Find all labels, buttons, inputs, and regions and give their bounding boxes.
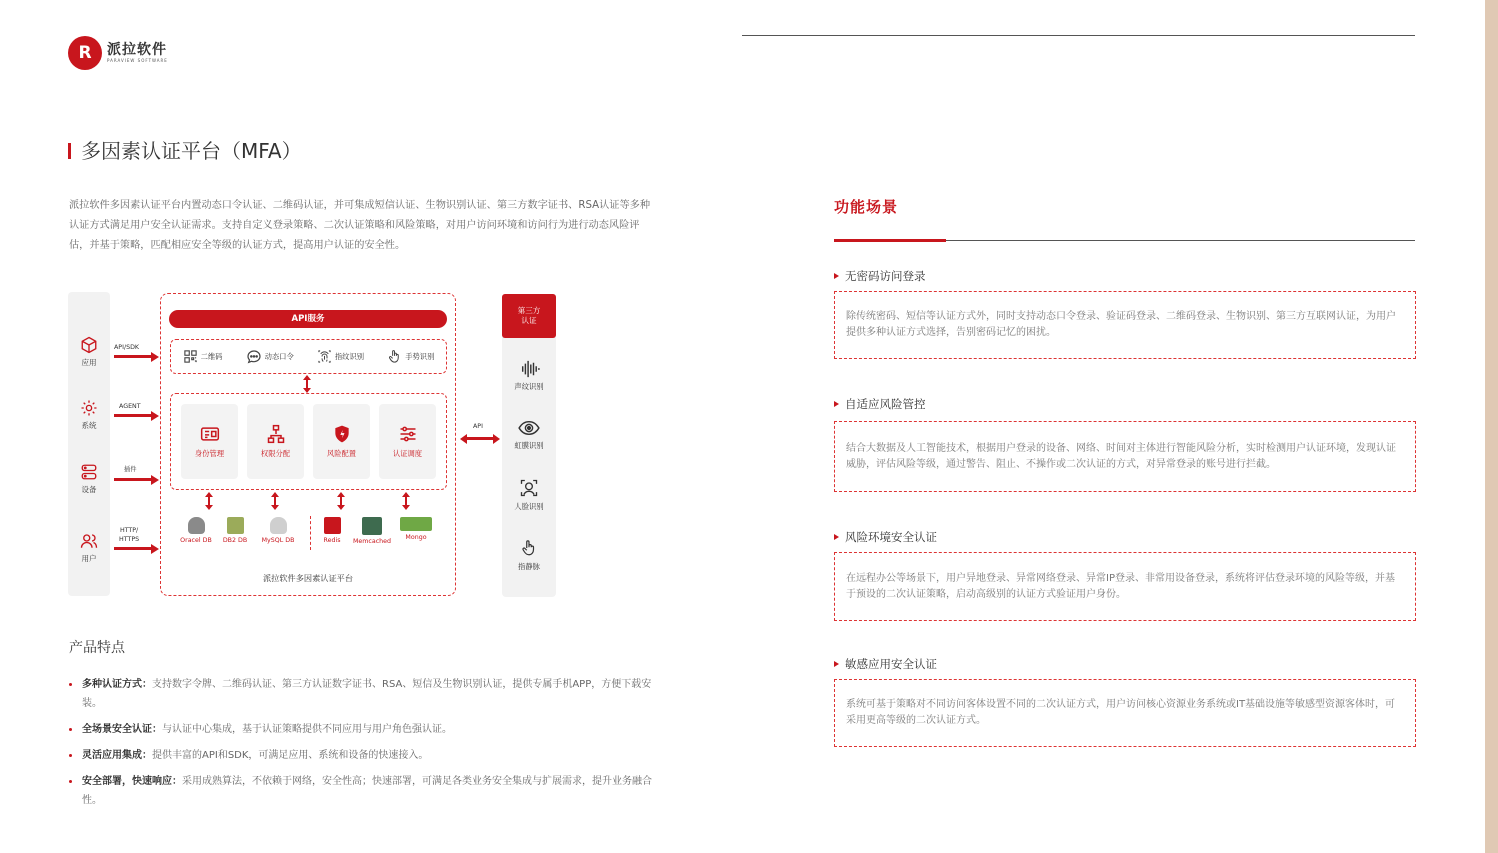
intro-paragraph: 派拉软件多因素认证平台内置动态口令认证、二维码认证，并可集成短信认证、生物识别认证、第三方数字证书、RSA认证等多种认证方式满足用户安全认证需求。支持自定义登录策略、二次认证策略和风险策略，对用户访问环境和访问行为进行动态风险评估，并基于策略，匹配相应安全等级的认证方式，提高用户认证的安全性。 [69,200,651,251]
logo-name-cn: 派拉软件 [107,42,167,58]
client-item-system [68,399,110,431]
core-module-identity [181,404,238,479]
auth-method-fingerprint [317,349,364,364]
cube-icon [80,336,98,354]
face-icon [519,478,539,498]
db-label: MySQL DB [261,537,295,544]
connector-core-db-4 [405,496,407,506]
arrow-label-http: HTTP/ HTTPS [119,527,140,543]
memcached-icon [362,517,382,535]
arrow-user [114,547,152,550]
scenarios-title: 功能场景 [834,198,899,216]
logo-name-en: PARAVIEW SOFTWARE [107,58,168,63]
database-icon [188,517,205,534]
db-oracle [178,517,214,544]
auth-method-label: 二维码 [200,351,223,361]
client-item-app [68,336,110,368]
arrow-label-agent: AGENT [119,403,141,410]
third-party-voice [502,360,556,392]
page-title: 多因素认证平台（MFA） [81,139,302,163]
core-module-label: 风险配置 [326,449,357,458]
platform-caption: 派拉软件多因素认证平台 [262,573,354,583]
core-module-label: 认证调度 [392,449,423,458]
chat-icon [246,349,262,365]
third-party-iris [502,419,556,451]
scenario-box: 除传统密码、短信等认证方式外，同时支持动态口令登录、验证码登录、二维码登录、生物识别、第三方互联网认证，为用户提供多种认证方式选择，告别密码记忆的困扰。 [834,291,1416,359]
logo-mark: R [68,36,102,70]
core-module-risk [313,404,370,479]
scenario-box: 在远程办公等场景下，用户异地登录、异常网络登录、异常IP登录、非常用设备登录，系统将评估登录环境的风险等级，并基于预设的二次认证策略，启动高级别的认证方式验证用户身份。 [834,552,1416,621]
id-card-icon [200,424,220,444]
auth-methods-row [170,339,447,374]
db-label: Mongo [405,534,427,541]
core-modules-row [170,393,447,490]
client-item-device [68,463,110,495]
db-redis [316,517,348,544]
connector-core-db-2 [274,496,276,506]
finger-icon [520,538,538,558]
gesture-icon [387,349,402,364]
client-label: 用户 [81,554,97,563]
feature-item [69,772,659,810]
fingerprint-icon [317,349,332,364]
bullet-dot [69,683,72,686]
auth-method-label: 动态口令 [264,351,294,361]
redis-icon [324,517,341,534]
voice-icon [518,360,540,378]
feature-item [69,675,659,713]
title-accent-bar [68,143,71,159]
feature-text: 与认证中心集成，基于认证策略提供不同应用与用户角色强认证。 [162,724,452,735]
bullet-dot [69,780,72,783]
feature-item [69,720,659,739]
api-service-bar: API服务 [169,310,447,328]
header-divider [742,35,1415,36]
scenario-box: 系统可基于策略对不同访问客体设置不同的二次认证方式，用户访问核心资源业务系统或IT基础设施等敏感型资源客体时，可采用更高等级的二次认证方式。 [834,679,1416,747]
db-label: Memcached [352,538,392,545]
core-module-scheduling [379,404,436,479]
scenario-heading: 风险环境安全认证 [834,529,937,545]
arrow-app [114,355,152,358]
connector-core-db-3 [340,496,342,506]
core-module-label: 身份管理 [194,449,225,458]
company-logo [68,36,168,70]
feature-name: 全场景安全认证： [82,724,162,735]
feature-item [69,746,659,765]
db-label: Oracel DB [180,537,212,544]
bullet-dot [69,728,72,731]
db-mysql [258,517,298,544]
core-module-label: 权限分配 [260,449,291,458]
arrow-label-api-sdk: API/SDK [114,344,140,351]
auth-method-otp [246,349,294,365]
auth-method-label: 指纹识别 [334,351,365,361]
eye-icon [518,419,540,437]
db-label: DB2 DB [222,537,248,544]
connector-core-db-1 [208,496,210,506]
arrow-device [114,478,152,481]
features-title: 产品特点 [69,640,125,656]
sliders-icon [398,424,418,444]
scenarios-divider-accent [834,239,946,242]
auth-method-gesture [387,349,434,364]
scenario-box: 结合大数据及人工智能技术，根据用户登录的设备、网络、时间对主体进行智能风险分析，实时检测用户认证环境，发现认证威胁，评估风险等级，通过警告、阻止、不操作或二次认证的方式，对异常登录的账号进行拦截。 [834,421,1416,492]
hierarchy-icon [266,424,286,444]
db-separator [310,516,311,550]
edge-decoration-strip [1485,0,1498,853]
auth-method-label: 手势识别 [405,351,435,361]
client-label: 系统 [81,421,97,430]
qrcode-icon [183,349,198,364]
client-label: 设备 [81,485,97,494]
connector-auth-core [306,379,308,389]
scenario-heading: 无密码访问登录 [834,268,926,284]
db-db2 [218,517,252,544]
database-icon [227,517,244,534]
feature-name: 灵活应用集成： [82,750,152,761]
third-party-label: 虹膜识别 [514,441,544,450]
mongo-icon [400,517,432,531]
feature-text: 支持数字令牌、二维码认证、第三方认证数字证书、RSA、短信及生物识别认证，提供专属手机APP，方便下载安装。 [82,679,652,709]
shield-icon [332,424,352,444]
gear-icon [80,399,98,417]
arrow-label-plugin: 插件 [124,466,137,473]
db-mongo [398,517,434,541]
third-party-label: 指静脉 [518,562,540,571]
bullet-dot [69,754,72,757]
database-row [170,511,447,559]
database-icon [270,517,287,534]
db-label: Redis [323,537,341,544]
db-memcached [350,517,394,545]
core-module-permission [247,404,304,479]
feature-name: 安全部署，快速响应： [82,776,182,787]
users-icon [80,532,98,550]
third-party-face [502,478,556,512]
device-icon [80,463,98,481]
third-party-label: 声纹识别 [514,382,544,391]
scenario-heading: 自适应风险管控 [834,396,926,412]
client-label: 应用 [81,358,97,367]
client-item-user [68,532,110,564]
feature-text: 采用成熟算法，不依赖于网络，安全性高；快速部署，可满足各类业务安全集成与扩展需求，提升业务融合性。 [82,776,652,806]
api-connector-label: API [473,423,483,430]
third-party-header: 第三方 认证 [502,294,556,338]
logo-text [107,42,168,64]
third-party-finger-vein [502,538,556,572]
feature-text: 提供丰富的API和SDK，可满足应用、系统和设备的快速接入。 [152,750,429,761]
third-party-label: 人脸识别 [514,502,544,511]
scenario-heading: 敏感应用安全认证 [834,656,937,672]
arrow-system [114,414,152,417]
feature-name: 多种认证方式： [82,679,152,690]
api-connector-arrow [466,437,494,440]
auth-method-qrcode [183,349,223,364]
